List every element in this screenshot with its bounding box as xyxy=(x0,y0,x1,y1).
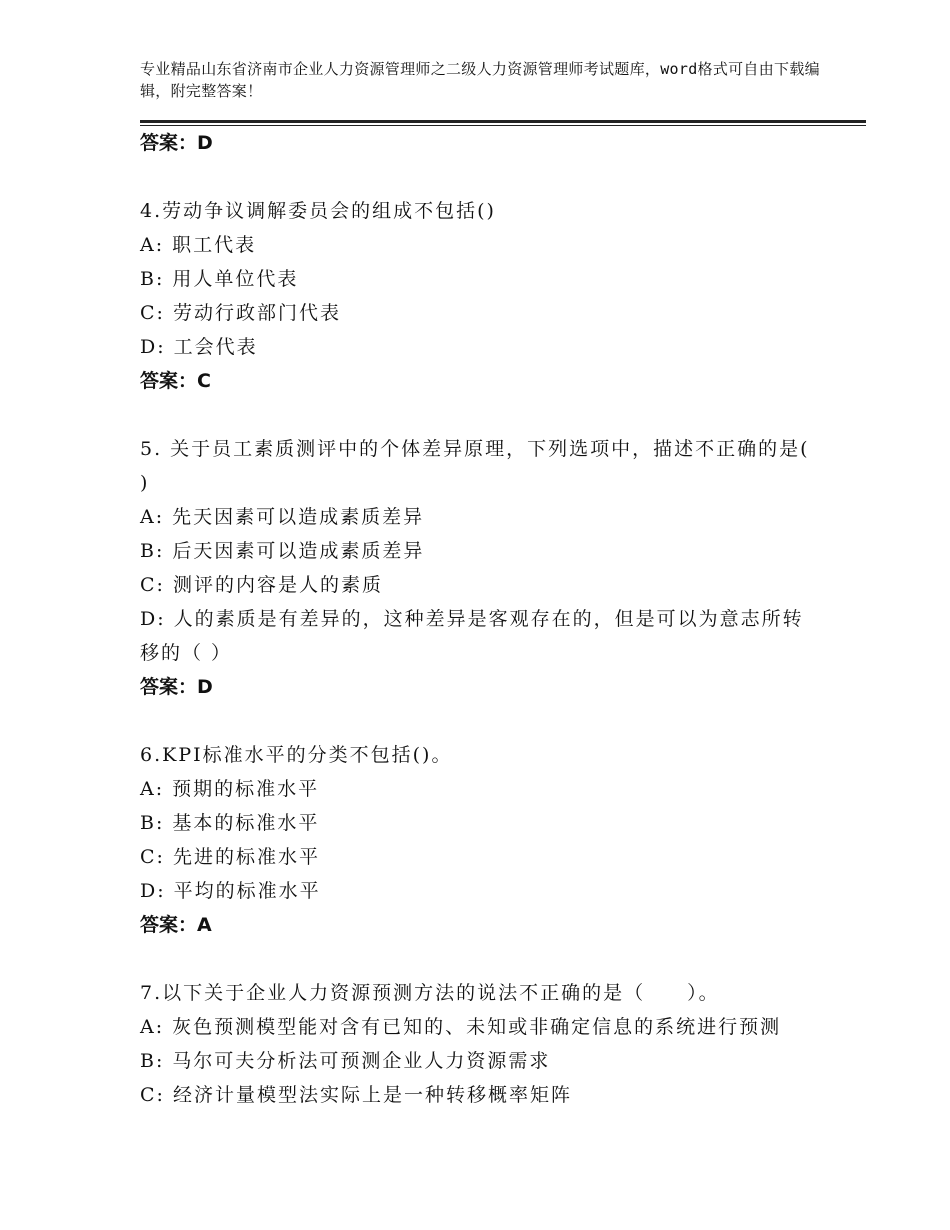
option-d: D: 工会代表 xyxy=(140,336,258,358)
answer-label: 答案：D xyxy=(140,132,213,154)
option-a: A: 灰色预测模型能对含有已知的、未知或非确定信息的系统进行预测 xyxy=(140,1016,782,1038)
answer-label: 答案：D xyxy=(140,676,213,698)
question-block xyxy=(140,432,820,704)
option-c: C: 劳动行政部门代表 xyxy=(140,302,341,324)
option-b: B: 基本的标准水平 xyxy=(140,812,320,834)
option-b: B: 用人单位代表 xyxy=(140,268,299,290)
question-block xyxy=(140,738,820,942)
question-block xyxy=(140,976,820,1112)
option-d: D: 人的素质是有差异的，这种差异是客观存在的，但是可以为意志所转移的（ ） xyxy=(140,608,804,664)
question-stem: 7.以下关于企业人力资源预测方法的说法不正确的是（ ）。 xyxy=(140,982,720,1004)
question-stem: 4.劳动争议调解委员会的组成不包括() xyxy=(140,200,496,222)
document-header: 专业精品山东省济南市企业人力资源管理师之二级人力资源管理师考试题库，word格式可自由下载编辑，附完整答案！ xyxy=(140,60,820,100)
question-stem: 6.KPI标准水平的分类不包括()。 xyxy=(140,744,453,766)
option-a: A: 预期的标准水平 xyxy=(140,778,320,800)
answer-label: 答案：C xyxy=(140,370,211,392)
option-d: D: 平均的标准水平 xyxy=(140,880,321,902)
question-block xyxy=(140,194,820,398)
document-body xyxy=(140,126,820,1112)
header-rule-thick xyxy=(140,120,866,123)
option-c: C: 测评的内容是人的素质 xyxy=(140,574,383,596)
option-b: B: 马尔可夫分析法可预测企业人力资源需求 xyxy=(140,1050,551,1072)
option-c: C: 经济计量模型法实际上是一种转移概率矩阵 xyxy=(140,1084,572,1106)
question-stem: 5. 关于员工素质测评中的个体差异原理，下列选项中，描述不正确的是( ) xyxy=(140,438,810,494)
option-a: A: 先天因素可以造成素质差异 xyxy=(140,506,425,528)
option-a: A: 职工代表 xyxy=(140,234,257,256)
answer-label: 答案：A xyxy=(140,914,212,936)
option-c: C: 先进的标准水平 xyxy=(140,846,320,868)
option-b: B: 后天因素可以造成素质差异 xyxy=(140,540,425,562)
